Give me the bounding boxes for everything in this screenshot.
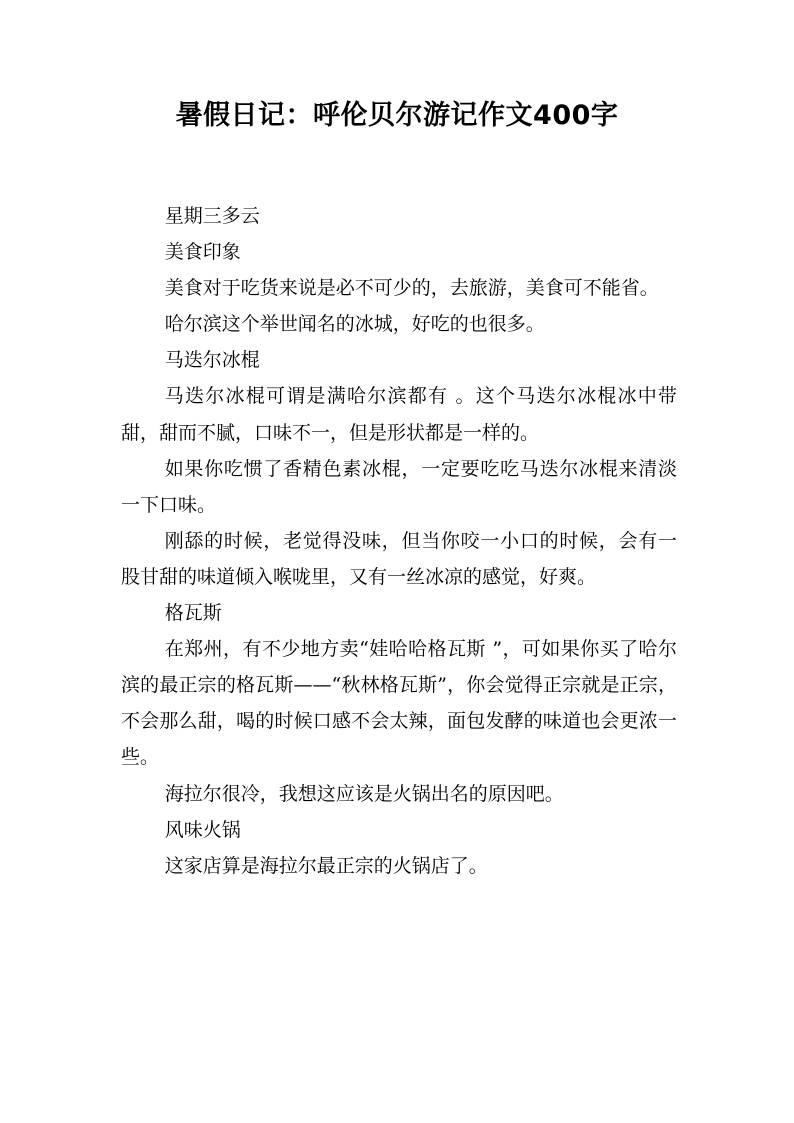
- paragraph: 美食对于吃货来说是必不可少的，去旅游，美食可不能省。: [164, 277, 659, 300]
- paragraph-heading-kvass: 格瓦斯: [164, 602, 222, 625]
- paragraph-heading-hotpot: 风味火锅: [164, 818, 241, 841]
- paragraph: 这家店算是海拉尔最正宗的火锅店了。: [164, 854, 488, 877]
- paragraph-weather: 星期三多云: [164, 205, 260, 227]
- document-body: [121, 198, 677, 884]
- paragraph: 马迭尔冰棍可谓是满哈尔滨都有 。这个马迭尔冰棍冰中带甜，甜而不腻，口味不一，但是形状都是一样的。: [121, 385, 677, 444]
- paragraph: 海拉尔很冷，我想这应该是火锅出名的原因吧。: [164, 782, 564, 805]
- paragraph: 在郑州，有不少地方卖“娃哈哈格瓦斯 ”，可如果你买了哈尔滨的最正宗的格瓦斯——“秋林格瓦斯”，你会觉得正宗就是正宗，不会那么甜，喝的时候口感不会太辣，面包发酵的味道也会更浓一些。: [121, 638, 677, 769]
- paragraph-heading-food: 美食印象: [164, 241, 241, 264]
- paragraph: 哈尔滨这个举世闻名的冰城，好吃的也很多。: [164, 313, 545, 336]
- document-title: 暑假日记：呼伦贝尔游记作文400字: [175, 100, 619, 131]
- paragraph: 刚舔的时候，老觉得没味，但当你咬一小口的时候，会有一股甘甜的味道倾入喉咙里，又有一丝冰凉的感觉，好爽。: [121, 529, 677, 588]
- paragraph-heading-icebar: 马迭尔冰棍: [164, 349, 260, 372]
- paragraph: 如果你吃惯了香精色素冰棍，一定要吃吃马迭尔冰棍来清淡一下口味。: [121, 457, 677, 516]
